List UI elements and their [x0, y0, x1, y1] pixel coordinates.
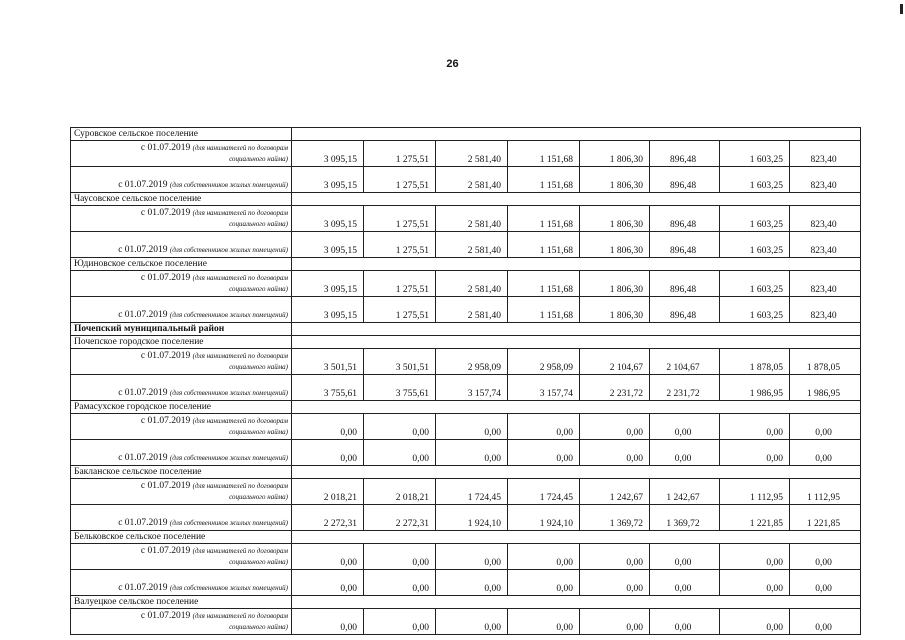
tariff-value-cell: 896,48 [650, 271, 720, 297]
owner-row-label [71, 375, 292, 401]
tariff-value-cell: 1 112,95 [720, 479, 790, 505]
tenant-label-line-1 [74, 208, 288, 219]
tariff-value-cell: 2 581,40 [436, 232, 508, 258]
tariff-value-cell: 1 369,72 [650, 505, 720, 531]
tariff-value-cell: 0,00 [292, 570, 364, 596]
tariff-value-cell: 3 095,15 [292, 271, 364, 297]
tenant-date: с 01.07.2019 [140, 208, 191, 218]
section-header-row [71, 531, 861, 544]
section-header-row [71, 323, 861, 336]
tenant-date: с 01.07.2019 [140, 351, 191, 361]
tariff-value-cell: 1 603,25 [720, 232, 790, 258]
owner-tariff-row [71, 505, 861, 531]
settlement-name: Почепский муниципальный район [71, 323, 292, 336]
owner-desc: (для собственников жилых помещений) [169, 246, 288, 254]
tariff-value-cell: 0,00 [790, 440, 861, 466]
tariff-value-cell: 2 018,21 [292, 479, 364, 505]
tariff-value-cell: 1 724,45 [508, 479, 580, 505]
tariff-value-cell: 0,00 [436, 544, 508, 570]
tenant-desc-1: (для нанимателей по договорам [192, 144, 288, 152]
owner-date: с 01.07.2019 [118, 310, 168, 320]
tariff-value-cell: 823,40 [790, 141, 861, 167]
tenant-row-label [71, 206, 292, 232]
tariff-value-cell: 0,00 [580, 544, 650, 570]
tariff-value-cell: 2 581,40 [436, 271, 508, 297]
tenant-desc-2: социального найма) [229, 285, 288, 293]
owner-row-label [71, 440, 292, 466]
tariff-value-cell: 3 755,61 [364, 375, 436, 401]
section-header-row [71, 128, 861, 141]
tariff-value-cell: 1 603,25 [720, 167, 790, 193]
tenant-row-label [71, 479, 292, 505]
tenant-label-line-2 [74, 427, 288, 438]
tenant-desc-2: социального найма) [229, 220, 288, 228]
tenant-tariff-row [71, 609, 861, 635]
tariff-value-cell: 0,00 [364, 544, 436, 570]
tariff-value-cell: 0,00 [508, 440, 580, 466]
settlement-name: Рамасухское городское поселение [71, 401, 292, 414]
tariff-value-cell: 1 806,30 [580, 141, 650, 167]
tariff-value-cell: 0,00 [720, 570, 790, 596]
owner-tariff-row [71, 297, 861, 323]
tariff-value-cell: 0,00 [364, 609, 436, 635]
tariff-value-cell: 1 603,25 [720, 141, 790, 167]
section-header-blank [292, 596, 861, 609]
tariff-value-cell: 0,00 [292, 440, 364, 466]
tariff-value-cell: 1 151,68 [508, 232, 580, 258]
tenant-desc-2: социального найма) [229, 493, 288, 501]
tariff-value-cell: 1 151,68 [508, 271, 580, 297]
tariff-value-cell: 896,48 [650, 141, 720, 167]
tariff-value-cell: 3 501,51 [364, 349, 436, 375]
tariff-value-cell: 1 151,68 [508, 297, 580, 323]
tariff-value-cell: 823,40 [790, 297, 861, 323]
tenant-desc-1: (для нанимателей по договорам [192, 612, 288, 620]
tariff-value-cell: 0,00 [436, 414, 508, 440]
settlement-name: Почепское городское поселение [71, 336, 292, 349]
tariff-value-cell: 0,00 [650, 440, 720, 466]
tenant-row-label [71, 414, 292, 440]
tenant-row-label [71, 271, 292, 297]
tenant-label-line-2 [74, 219, 288, 230]
tariff-value-cell: 1 924,10 [508, 505, 580, 531]
tariff-value-cell: 1 151,68 [508, 167, 580, 193]
tariff-value-cell: 1 151,68 [508, 141, 580, 167]
owner-desc: (для собственников жилых помещений) [169, 311, 288, 319]
tariff-value-cell: 1 724,45 [436, 479, 508, 505]
section-header-row [71, 193, 861, 206]
tenant-date: с 01.07.2019 [140, 143, 191, 153]
tariff-value-cell: 896,48 [650, 232, 720, 258]
tariff-value-cell: 0,00 [790, 544, 861, 570]
tariff-value-cell: 3 095,15 [292, 141, 364, 167]
tariff-value-cell: 2 272,31 [364, 505, 436, 531]
settlement-name: Юдиновское сельское поселение [71, 258, 292, 271]
section-header-blank [292, 193, 861, 206]
tariff-value-cell: 1 986,95 [720, 375, 790, 401]
tariff-value-cell: 1 369,72 [580, 505, 650, 531]
tenant-label-line-2 [74, 362, 288, 373]
tenant-desc-2: социального найма) [229, 558, 288, 566]
tariff-value-cell: 2 958,09 [436, 349, 508, 375]
tenant-date: с 01.07.2019 [140, 416, 191, 426]
tariff-value-cell: 0,00 [364, 570, 436, 596]
section-header-blank [292, 466, 861, 479]
section-header-blank [292, 128, 861, 141]
tariff-value-cell: 1 275,51 [364, 206, 436, 232]
tariff-value-cell: 0,00 [720, 440, 790, 466]
tariff-value-cell: 823,40 [790, 206, 861, 232]
tariff-value-cell: 1 603,25 [720, 206, 790, 232]
tariff-value-cell: 0,00 [508, 570, 580, 596]
section-header-row [71, 466, 861, 479]
tariff-value-cell: 0,00 [790, 609, 861, 635]
tenant-row-label [71, 141, 292, 167]
tariff-value-cell: 0,00 [580, 440, 650, 466]
tenant-label-line-1 [74, 416, 288, 427]
tenant-label-line-1 [74, 481, 288, 492]
tariff-value-cell: 2 958,09 [508, 349, 580, 375]
tenant-tariff-row [71, 544, 861, 570]
section-header-blank [292, 336, 861, 349]
tariff-value-cell: 0,00 [292, 414, 364, 440]
owner-row-label [71, 297, 292, 323]
tenant-row-label [71, 349, 292, 375]
tenant-label-line-1 [74, 546, 288, 557]
tenant-label-line-1 [74, 273, 288, 284]
tenant-tariff-row [71, 271, 861, 297]
tariff-value-cell: 1 221,85 [790, 505, 861, 531]
section-header-row [71, 401, 861, 414]
section-header-blank [292, 323, 861, 336]
owner-row-label [71, 570, 292, 596]
section-header-blank [292, 258, 861, 271]
tariff-value-cell: 0,00 [720, 414, 790, 440]
tenant-label-line-2 [74, 557, 288, 568]
tariff-value-cell: 0,00 [508, 414, 580, 440]
tariff-value-cell: 1 151,68 [508, 206, 580, 232]
tariff-value-cell: 2 581,40 [436, 297, 508, 323]
tariff-value-cell: 2 231,72 [580, 375, 650, 401]
tariff-value-cell: 0,00 [292, 544, 364, 570]
owner-desc: (для собственников жилых помещений) [169, 584, 288, 592]
tariff-value-cell: 0,00 [436, 570, 508, 596]
tariff-value-cell: 823,40 [790, 232, 861, 258]
tenant-desc-1: (для нанимателей по договорам [192, 209, 288, 217]
tariff-value-cell: 0,00 [580, 414, 650, 440]
tenant-desc-2: социального найма) [229, 623, 288, 631]
owner-date: с 01.07.2019 [118, 388, 168, 398]
section-header-row [71, 258, 861, 271]
tariff-value-cell: 0,00 [580, 609, 650, 635]
tariff-value-cell: 1 806,30 [580, 271, 650, 297]
tariff-value-cell: 2 018,21 [364, 479, 436, 505]
owner-date: с 01.07.2019 [118, 245, 168, 255]
tariff-value-cell: 0,00 [436, 609, 508, 635]
owner-date: с 01.07.2019 [118, 518, 168, 528]
tariff-value-cell: 2 581,40 [436, 141, 508, 167]
tariff-value-cell: 0,00 [720, 609, 790, 635]
owner-desc: (для собственников жилых помещений) [169, 389, 288, 397]
tenant-date: с 01.07.2019 [140, 273, 191, 283]
tenant-tariff-row [71, 479, 861, 505]
tariff-value-cell: 0,00 [436, 440, 508, 466]
tariff-value-cell: 3 095,15 [292, 232, 364, 258]
tariff-value-cell: 1 275,51 [364, 232, 436, 258]
tariff-value-cell: 1 275,51 [364, 167, 436, 193]
section-header-row [71, 596, 861, 609]
tenant-desc-1: (для нанимателей по договорам [192, 352, 288, 360]
tariff-value-cell: 0,00 [790, 570, 861, 596]
tenant-label-line-2 [74, 154, 288, 165]
settlement-name: Бакланское сельское поселение [71, 466, 292, 479]
tenant-date: с 01.07.2019 [140, 546, 191, 556]
tariff-value-cell: 3 095,15 [292, 297, 364, 323]
tariff-value-cell: 1 878,05 [790, 349, 861, 375]
tariff-value-cell: 1 275,51 [364, 297, 436, 323]
tariff-value-cell: 1 242,67 [580, 479, 650, 505]
tariff-value-cell: 1 878,05 [720, 349, 790, 375]
tenant-date: с 01.07.2019 [140, 481, 191, 491]
tenant-label-line-2 [74, 492, 288, 503]
tariff-value-cell: 3 501,51 [292, 349, 364, 375]
tariff-value-cell: 1 924,10 [436, 505, 508, 531]
tariff-table-body [71, 128, 861, 635]
tenant-tariff-row [71, 349, 861, 375]
tariff-value-cell: 2 581,40 [436, 167, 508, 193]
tariff-value-cell: 0,00 [790, 414, 861, 440]
section-header-row [71, 336, 861, 349]
tenant-desc-2: социального найма) [229, 363, 288, 371]
owner-date: с 01.07.2019 [118, 583, 168, 593]
tariff-value-cell: 1 275,51 [364, 271, 436, 297]
tenant-label-line-2 [74, 284, 288, 295]
owner-desc: (для собственников жилых помещений) [169, 454, 288, 462]
tariff-value-cell: 823,40 [790, 167, 861, 193]
tariff-value-cell: 0,00 [580, 570, 650, 596]
tenant-tariff-row [71, 414, 861, 440]
tariff-value-cell: 1 112,95 [790, 479, 861, 505]
tenant-row-label [71, 544, 292, 570]
section-header-blank [292, 531, 861, 544]
tariff-value-cell: 1 806,30 [580, 206, 650, 232]
tariff-value-cell: 3 157,74 [508, 375, 580, 401]
settlement-name: Чаусовское сельское поселение [71, 193, 292, 206]
tariff-value-cell: 1 806,30 [580, 297, 650, 323]
tariff-value-cell: 0,00 [650, 609, 720, 635]
tenant-label-line-1 [74, 143, 288, 154]
tariff-value-cell: 2 231,72 [650, 375, 720, 401]
tariff-value-cell: 3 157,74 [436, 375, 508, 401]
tenant-tariff-row [71, 206, 861, 232]
owner-date: с 01.07.2019 [118, 180, 168, 190]
tariff-value-cell: 0,00 [364, 414, 436, 440]
tariff-value-cell: 2 272,31 [292, 505, 364, 531]
tariff-value-cell: 0,00 [650, 570, 720, 596]
tariff-value-cell: 1 275,51 [364, 141, 436, 167]
tariff-value-cell: 3 755,61 [292, 375, 364, 401]
tenant-date: с 01.07.2019 [140, 611, 191, 621]
owner-row-label [71, 167, 292, 193]
tariff-value-cell: 896,48 [650, 206, 720, 232]
tenant-label-line-1 [74, 611, 288, 622]
tariff-table [70, 127, 861, 635]
tariff-value-cell: 0,00 [292, 609, 364, 635]
tenant-desc-1: (для нанимателей по договорам [192, 274, 288, 282]
owner-tariff-row [71, 167, 861, 193]
tariff-value-cell: 1 806,30 [580, 232, 650, 258]
tariff-value-cell: 3 095,15 [292, 167, 364, 193]
tariff-value-cell: 2 104,67 [580, 349, 650, 375]
tariff-value-cell: 0,00 [650, 544, 720, 570]
tariff-value-cell: 0,00 [364, 440, 436, 466]
tariff-value-cell: 1 603,25 [720, 297, 790, 323]
tenant-desc-2: социального найма) [229, 155, 288, 163]
page-number: 26 [446, 58, 459, 70]
tenant-tariff-row [71, 141, 861, 167]
tenant-desc-1: (для нанимателей по договорам [192, 547, 288, 555]
tariff-value-cell: 896,48 [650, 297, 720, 323]
owner-row-label [71, 232, 292, 258]
section-header-blank [292, 401, 861, 414]
owner-tariff-row [71, 375, 861, 401]
owner-tariff-row [71, 440, 861, 466]
tenant-desc-2: социального найма) [229, 428, 288, 436]
tariff-value-cell: 1 806,30 [580, 167, 650, 193]
tariff-value-cell: 3 095,15 [292, 206, 364, 232]
tariff-value-cell: 0,00 [508, 609, 580, 635]
owner-row-label [71, 505, 292, 531]
tenant-desc-1: (для нанимателей по договорам [192, 482, 288, 490]
owner-date: с 01.07.2019 [118, 453, 168, 463]
tariff-value-cell: 0,00 [508, 544, 580, 570]
tariff-value-cell: 0,00 [650, 414, 720, 440]
owner-tariff-row [71, 232, 861, 258]
tariff-value-cell: 1 986,95 [790, 375, 861, 401]
tariff-value-cell: 0,00 [720, 544, 790, 570]
tariff-value-cell: 2 104,67 [650, 349, 720, 375]
tenant-label-line-1 [74, 351, 288, 362]
owner-desc: (для собственников жилых помещений) [169, 519, 288, 527]
settlement-name: Валуецкое сельское поселение [71, 596, 292, 609]
owner-desc: (для собственников жилых помещений) [169, 181, 288, 189]
tariff-value-cell: 896,48 [650, 167, 720, 193]
owner-tariff-row [71, 570, 861, 596]
settlement-name: Суровское сельское поселение [71, 128, 292, 141]
settlement-name: Бельковское сельское поселение [71, 531, 292, 544]
scan-corner-mark [900, 4, 903, 14]
tariff-value-cell: 1 221,85 [720, 505, 790, 531]
tariff-value-cell: 2 581,40 [436, 206, 508, 232]
tenant-row-label [71, 609, 292, 635]
tenant-label-line-2 [74, 622, 288, 633]
tenant-desc-1: (для нанимателей по договорам [192, 417, 288, 425]
tariff-value-cell: 1 603,25 [720, 271, 790, 297]
tariff-value-cell: 823,40 [790, 271, 861, 297]
tariff-value-cell: 1 242,67 [650, 479, 720, 505]
